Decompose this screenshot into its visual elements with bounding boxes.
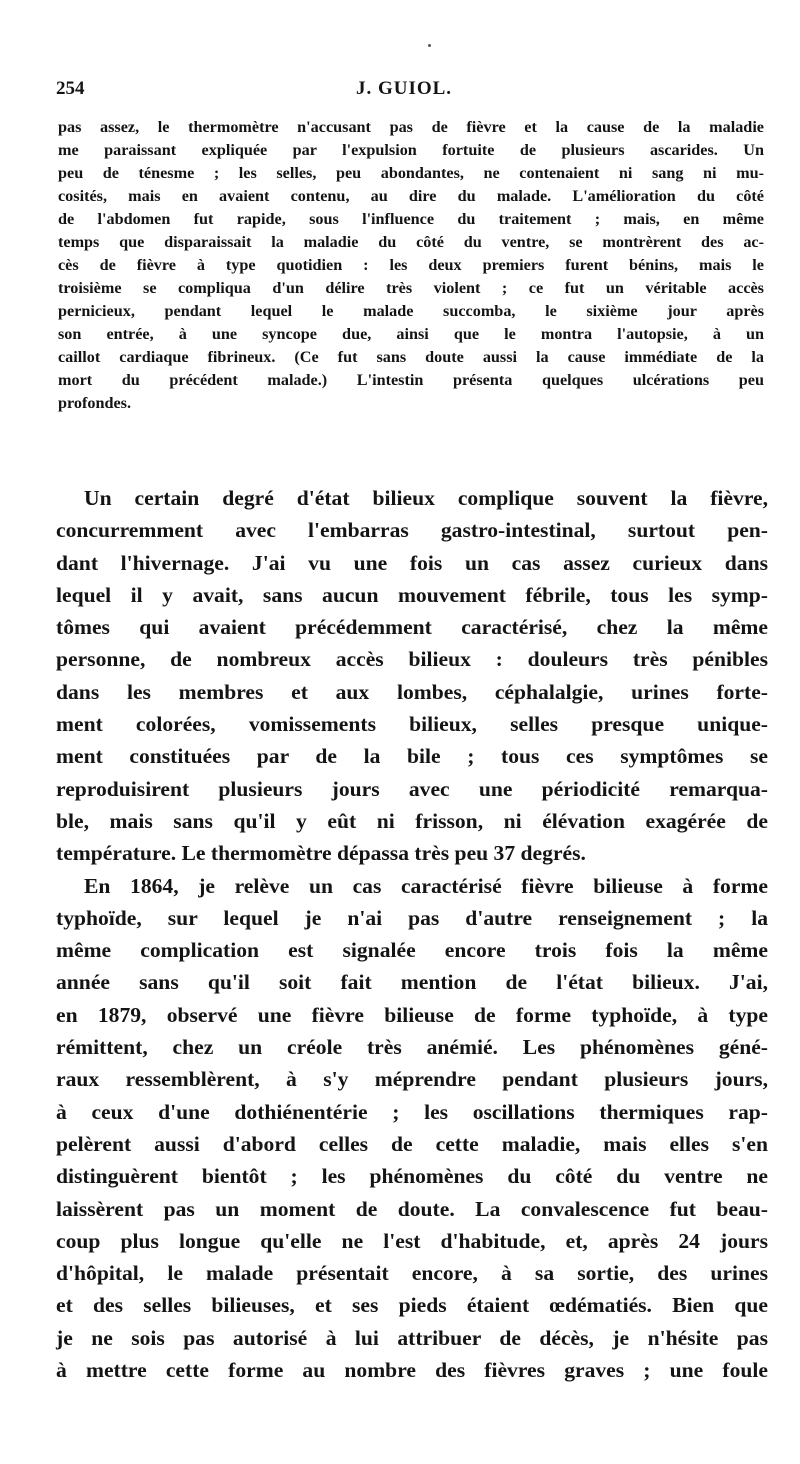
text-line: caillot cardiaque fibrineux. (Ce fut sans doute aussi la cause immédiate de la (58, 348, 764, 366)
text-line: à ceux d'une dothiénentérie ; les oscillations thermiques rap- (56, 1099, 768, 1124)
text-line: mort du précédent malade.) L'intestin présenta quelques ulcérations peu (58, 371, 764, 389)
text-line: tômes qui avaient précédemment caractérisé, chez la même (56, 615, 768, 640)
text-line: peu de ténesme ; les selles, peu abondantes, ne contenaient ni sang ni mu- (58, 164, 764, 182)
text-line: pas assez, le thermomètre n'accusant pas de fièvre et la cause de la maladie (58, 118, 764, 136)
text-line: je ne sois pas autorisé à lui attribuer de décès, je n'hésite pas (56, 1325, 768, 1350)
text-line: dans les membres et aux lombes, céphalalgie, urines forte- (56, 679, 768, 704)
text-line: personne, de nombreux accès bilieux : douleurs très pénibles (56, 647, 768, 672)
text-line: typhoïde, sur lequel je n'ai pas d'autre renseignement ; la (56, 905, 768, 930)
text-line: à mettre cette forme au nombre des fièvres graves ; une foule (56, 1358, 768, 1383)
text-line: coup plus longue qu'elle ne l'est d'habitude, et, après 24 jours (56, 1228, 768, 1253)
body-text (56, 482, 768, 1386)
text-line: température. Le thermomètre dépassa très peu 37 degrés. (56, 841, 586, 866)
text-line: en 1879, observé une fièvre bilieuse de forme typhoïde, à type (56, 1002, 768, 1027)
text-line: et des selles bilieuses, et ses pieds étaient œdématiés. Bien que (56, 1293, 768, 1318)
text-line: profondes. (58, 394, 132, 412)
text-line: ment constituées par de la bile ; tous ces symptômes se (56, 744, 768, 769)
text-line: cosités, mais en avaient contenu, au dire du malade. L'amélioration du côté (58, 187, 764, 205)
text-line: troisième se compliqua d'un délire très violent ; ce fut un véritable accès (58, 279, 764, 297)
text-line: son entrée, à une syncope due, ainsi que le montra l'autopsie, à un (58, 325, 764, 343)
text-line: de l'abdomen fut rapide, sous l'influence du traitement ; mais, en même (58, 210, 764, 228)
text-line: année sans qu'il soit fait mention de l'état bilieux. J'ai, (56, 970, 768, 995)
page-speck (428, 44, 431, 47)
text-line: pelèrent aussi d'abord celles de cette maladie, mais elles s'en (56, 1131, 768, 1156)
text-line: lequel il y avait, sans aucun mouvement fébrile, tous les symp- (56, 582, 768, 607)
text-line: concurremment avec l'embarras gastro-intestinal, surtout pen- (56, 518, 768, 543)
text-line: d'hôpital, le malade présentait encore, à sa sortie, des urines (56, 1261, 768, 1286)
text-line: Un certain degré d'état bilieux complique souvent la fièvre, (84, 486, 768, 510)
text-line: raux ressemblèrent, à s'y méprendre pendant plusieurs jours, (56, 1067, 768, 1092)
text-line: ble, mais sans qu'il y eût ni frisson, ni élévation exagérée de (56, 808, 768, 833)
text-line: reproduisirent plusieurs jours avec une périodicité remarqua- (56, 776, 768, 801)
text-line: dant l'hivernage. J'ai vu une fois un cas assez curieux dans (56, 550, 768, 575)
text-line: me paraissant expliquée par l'expulsion fortuite de plusieurs ascarides. Un (58, 141, 764, 159)
text-line: pernicieux, pendant lequel le malade succomba, le sixième jour après (58, 302, 764, 320)
small-print-paragraph (58, 116, 764, 415)
text-line: rémittent, chez un créole très anémié. Les phénomènes géné- (56, 1035, 768, 1060)
text-line: ment colorées, vomissements bilieux, selles presque unique- (56, 712, 768, 737)
page-number: 254 (56, 78, 85, 99)
text-line: temps que disparaissait la maladie du côté du ventre, se montrèrent des ac- (58, 233, 764, 251)
text-line: cès de fièvre à type quotidien : les deux premiers furent bénins, mais le (58, 256, 764, 274)
text-line: distinguèrent bientôt ; les phénomènes du côté du ventre ne (56, 1164, 768, 1189)
text-line: En 1864, je relève un cas caractérisé fièvre bilieuse à forme (84, 873, 768, 898)
text-line: laissèrent pas un moment de doute. La convalescence fut beau- (56, 1196, 768, 1221)
running-title: J. GUIOL. (355, 78, 453, 99)
text-line: même complication est signalée encore trois fois la même (56, 938, 768, 963)
running-head (56, 78, 752, 108)
